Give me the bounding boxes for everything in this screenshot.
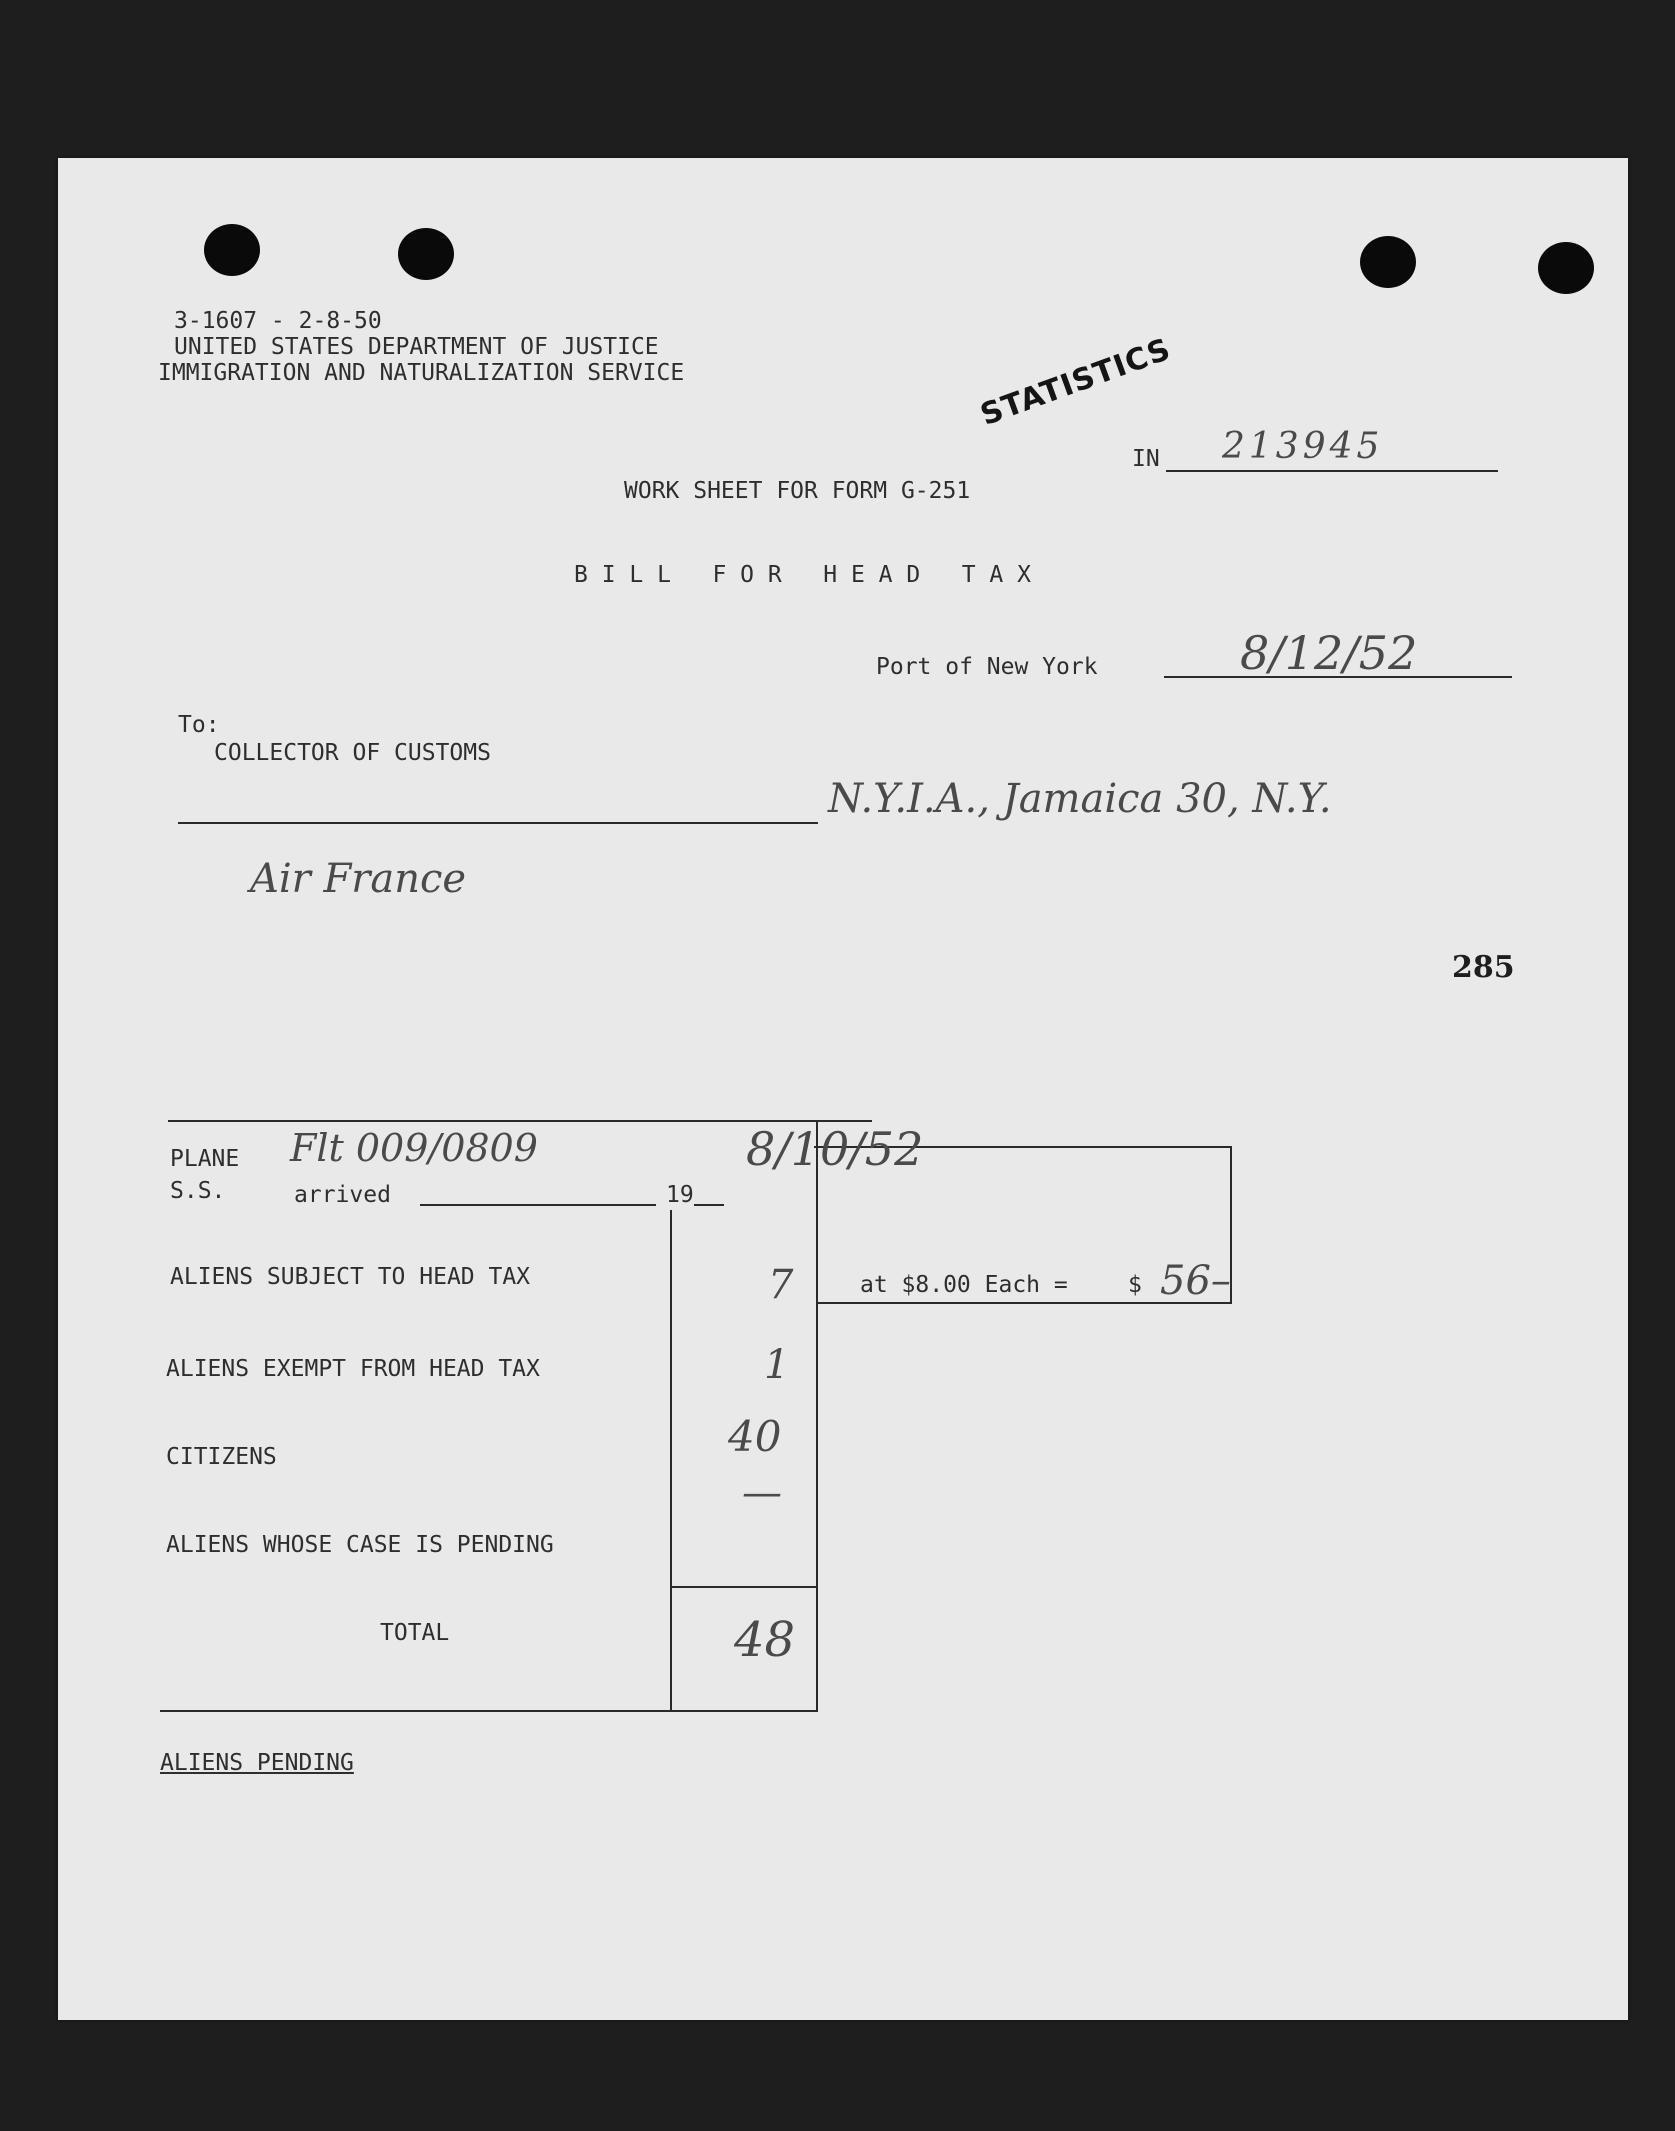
row-label-exempt: ALIENS EXEMPT FROM HEAD TAX: [166, 1356, 540, 1382]
department-name: UNITED STATES DEPARTMENT OF JUSTICE: [174, 334, 659, 360]
row-label-subject: ALIENS SUBJECT TO HEAD TAX: [170, 1264, 531, 1290]
in-number: 213945: [1222, 426, 1384, 467]
row-label-pending: ALIENS WHOSE CASE IS PENDING: [166, 1532, 554, 1558]
folio-number: 285: [1452, 950, 1515, 985]
row-value-exempt: 1: [764, 1342, 790, 1388]
arrival-date: 8/10/52: [746, 1122, 924, 1176]
row-label-citizens: CITIZENS: [166, 1444, 277, 1470]
worksheet-title: WORK SHEET FOR FORM G-251: [624, 478, 971, 504]
dollar-sign: $: [1128, 1272, 1142, 1298]
document-page: [58, 158, 1628, 2020]
arrived-line: [420, 1204, 656, 1206]
row-value-subject: 7: [768, 1262, 794, 1308]
value-column-left: [670, 1210, 672, 1712]
rate-text: at $8.00 Each =: [860, 1272, 1068, 1298]
aliens-pending-label: ALIENS PENDING: [160, 1750, 354, 1776]
tax-amount: 56–: [1160, 1258, 1231, 1304]
carrier-name: Air France: [250, 856, 467, 902]
row-value-citizens: 40: [728, 1412, 782, 1461]
table-bottom-line: [160, 1710, 818, 1712]
collector-name: COLLECTOR OF CUSTOMS: [214, 740, 491, 766]
in-number-line: [1166, 470, 1498, 472]
port-label: Port of New York: [876, 654, 1098, 680]
value-column-right: [816, 1120, 818, 1712]
total-label: TOTAL: [380, 1620, 450, 1646]
year-line: [694, 1204, 724, 1206]
statistics-stamp: STATISTICS: [976, 331, 1176, 433]
port-date: 8/12/52: [1240, 626, 1418, 680]
punch-hole: [398, 228, 454, 280]
row-value-pending: —: [742, 1470, 782, 1516]
form-code: 3-1607 - 2-8-50: [174, 308, 382, 334]
bill-title: B I L L F O R H E A D T A X: [574, 562, 1031, 588]
to-label: To:: [178, 712, 220, 738]
punch-hole: [1360, 236, 1416, 288]
punch-hole: [1538, 242, 1594, 294]
punch-hole: [204, 224, 260, 276]
ss-label: S.S.: [170, 1178, 226, 1204]
service-name: IMMIGRATION AND NATURALIZATION SERVICE: [158, 360, 685, 386]
in-label: IN: [1132, 446, 1160, 472]
flight-number: Flt 009/0809: [290, 1126, 538, 1170]
year-label: 19: [666, 1182, 694, 1208]
total-value: 48: [734, 1612, 796, 1668]
address-text: N.Y.I.A., Jamaica 30, N.Y.: [828, 776, 1332, 822]
arrived-label: arrived: [294, 1182, 391, 1208]
plane-label: PLANE: [170, 1146, 240, 1172]
total-divider-line: [672, 1586, 818, 1588]
address-line: [178, 822, 818, 824]
